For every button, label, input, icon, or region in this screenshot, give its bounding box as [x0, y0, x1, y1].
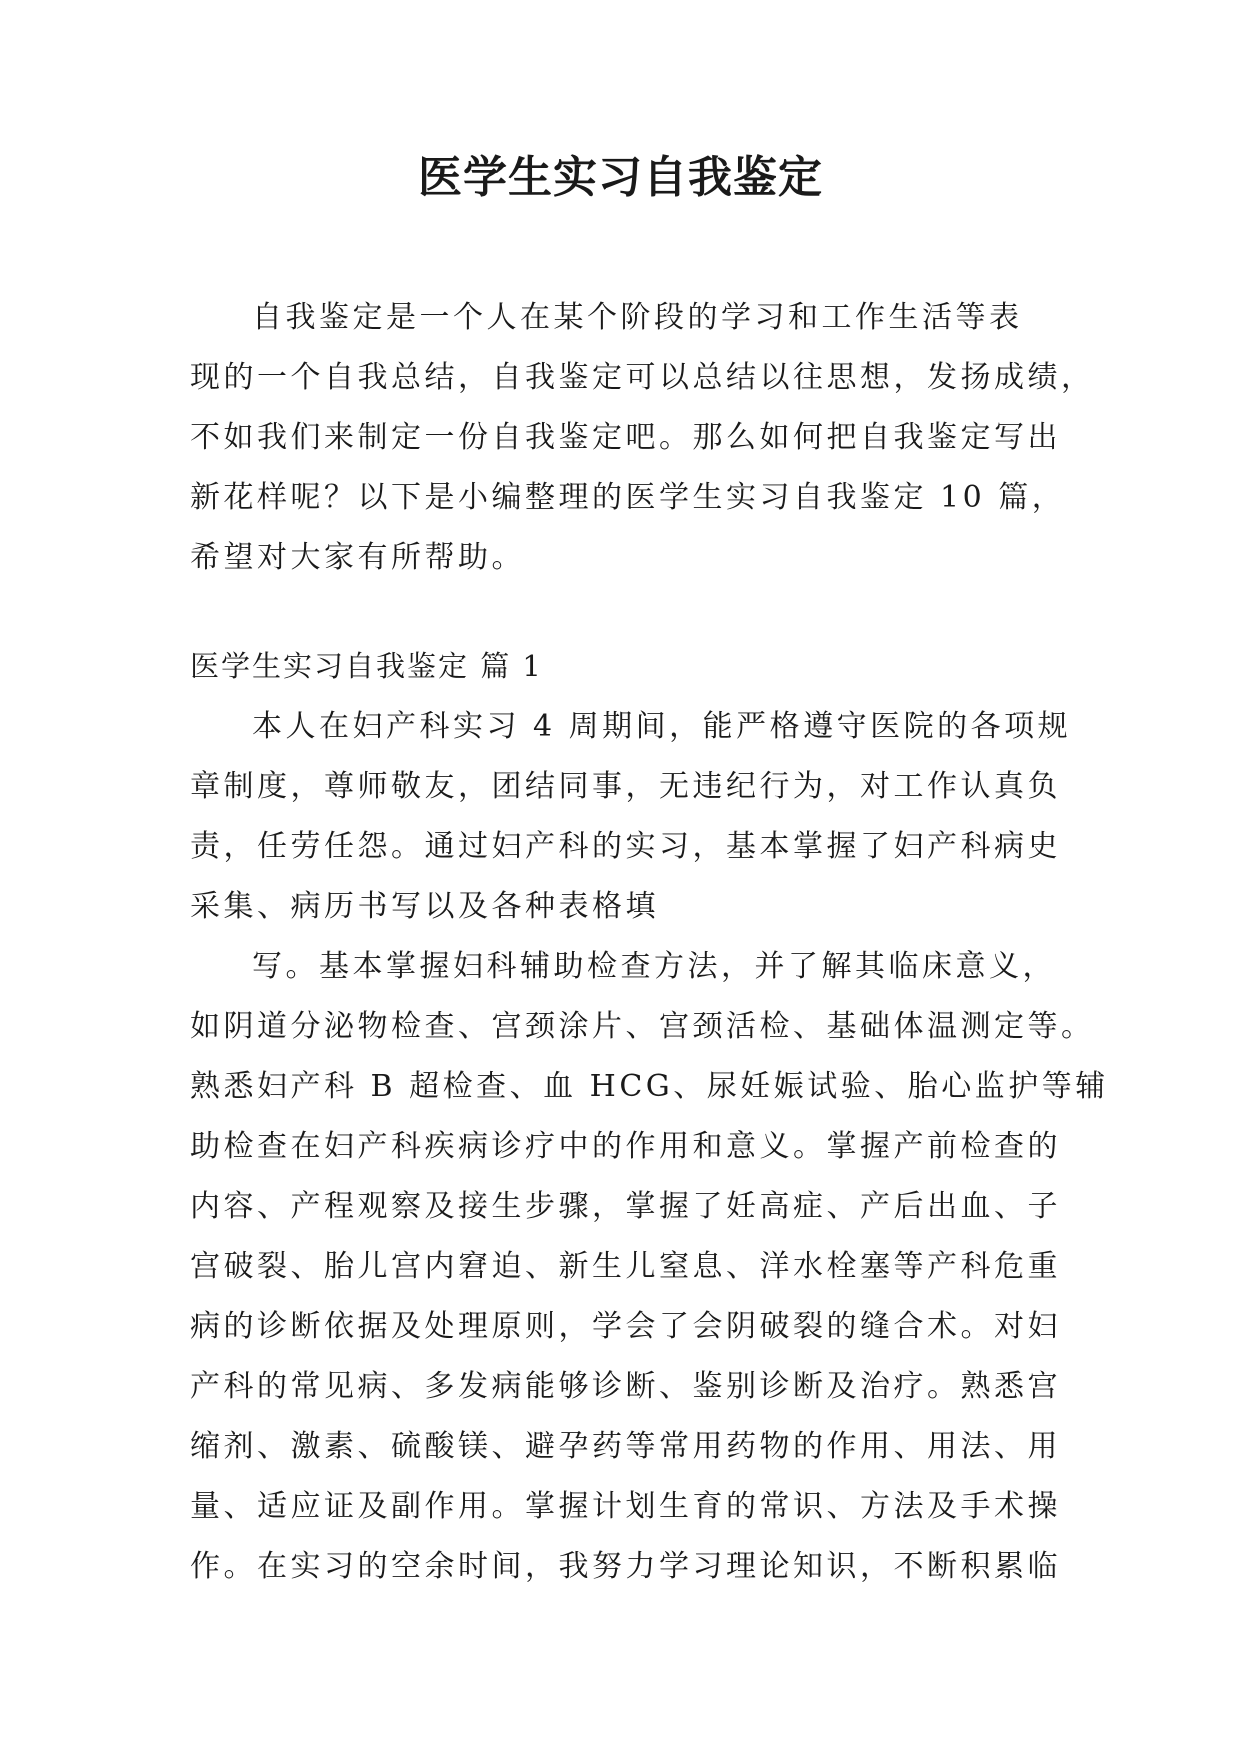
intro-line: 希望对大家有所帮助。	[190, 540, 525, 575]
body-line: 缩剂、激素、硫酸镁、避孕药等常用药物的作用、用法、用	[190, 1429, 1061, 1464]
body-line: 责，任劳任怨。通过妇产科的实习，基本掌握了妇产科病史	[190, 829, 1061, 864]
body-line: 量、适应证及副作用。掌握计划生育的常识、方法及手术操	[190, 1489, 1061, 1524]
body-line: 宫破裂、胎儿宫内窘迫、新生儿窒息、洋水栓塞等产科危重	[190, 1249, 1061, 1284]
body-line: 内容、产程观察及接生步骤，掌握了妊高症、产后出血、子	[190, 1189, 1061, 1224]
body-line: 如阴道分泌物检查、宫颈涂片、宫颈活检、基础体温测定等。	[190, 1009, 1095, 1044]
intro-line: 新花样呢？以下是小编整理的医学生实习自我鉴定 10 篇，	[190, 480, 1066, 515]
body-line: 本人在妇产科实习 4 周期间，能严格遵守医院的各项规	[252, 709, 1072, 744]
intro-line: 现的一个自我总结，自我鉴定可以总结以往思想，发扬成绩，	[190, 360, 1095, 395]
body-line: 章制度，尊师敬友，团结同事，无违纪行为，对工作认真负	[190, 769, 1061, 804]
body-line: 写。基本掌握妇科辅助检查方法，并了解其临床意义，	[252, 949, 1056, 984]
intro-line: 自我鉴定是一个人在某个阶段的学习和工作生活等表	[252, 300, 1023, 335]
body-line: 产科的常见病、多发病能够诊断、鉴别诊断及治疗。熟悉宫	[190, 1369, 1061, 1404]
body-line: 助检查在妇产科疾病诊疗中的作用和意义。掌握产前检查的	[190, 1129, 1061, 1164]
section-heading: 医学生实习自我鉴定 篇 1	[190, 649, 543, 683]
intro-line: 不如我们来制定一份自我鉴定吧。那么如何把自我鉴定写出	[190, 420, 1061, 455]
document-title: 医学生实习自我鉴定	[418, 152, 823, 203]
body-line: 采集、病历书写以及各种表格填	[190, 889, 659, 924]
body-line: 病的诊断依据及处理原则，学会了会阴破裂的缝合术。对妇	[190, 1309, 1061, 1344]
body-line: 熟悉妇产科 B 超检查、血 HCG、尿妊娠试验、胎心监护等辅	[190, 1069, 1109, 1104]
body-line: 作。在实习的空余时间，我努力学习理论知识，不断积累临	[190, 1549, 1061, 1584]
